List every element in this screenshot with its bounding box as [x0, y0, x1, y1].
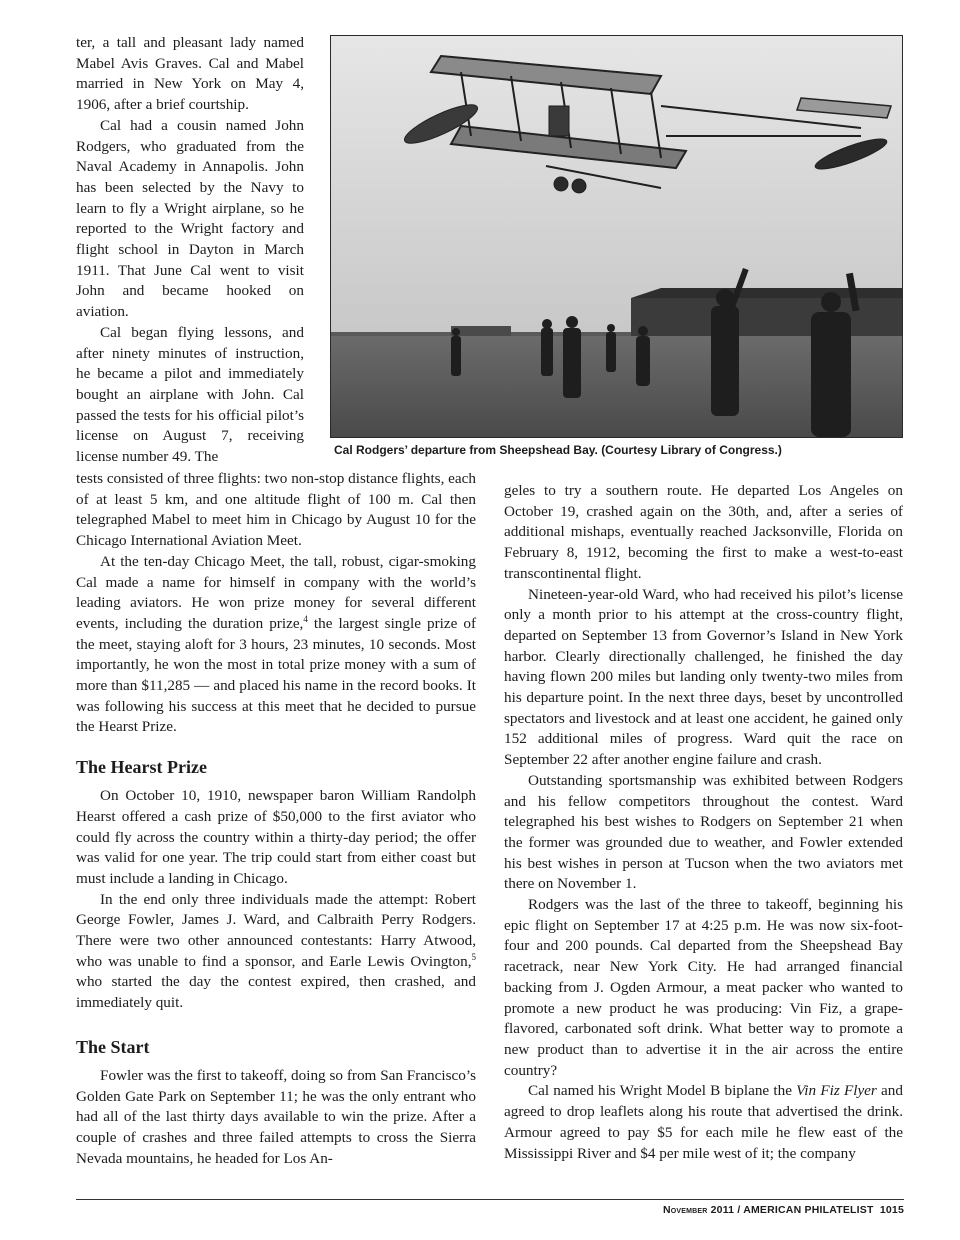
paragraph: Rodgers was the last of the three to takeoff, beginning his epic flight on September 17 at 4:25 p.m. He was now six-foot-four and 200 pounds. Cal departed from the Sheepshead Bay racetrack, near New York City. He had arranged financial backing from J. Ogden Armour, a meat packer who wanted to promote a new product he was producing: Vin Fiz, a grape-flavored, carbonated soft drink. What better way to promote a new product than to advertise it in the air across the entire country? — [504, 896, 903, 1079]
photo-figure — [330, 35, 903, 463]
paragraph: On October 10, 1910, newspaper baron William Randolph Hearst offered a cash prize of $50,000 to the first aviator who could fly across the country within a thirty-day period; the offer was valid for one year. The trip could start from either coast but must include a landing in Chicago. — [76, 787, 476, 887]
paragraph-text: the largest single prize of the meet, staying aloft for 3 hours, 23 minutes, 10 seconds. Most importantly, he won the most in total prize money with a sum of more than $11,285 — and placed his name in the record books. It was following his success at this meet that he decided to pursue the Hearst Prize. — [76, 614, 476, 736]
paragraph: Outstanding sportsmanship was exhibited between Rodgers and his fellow competitors throughout the contest. Ward telegraphed his best wishes to Rodgers on September 21 when the former was grounded due to weather, and Fowler extended his best wishes in person at Tucson when the two aviators met there on November 1. — [504, 771, 903, 893]
footnote-marker: 4 — [303, 613, 308, 624]
page-number: 1015 — [879, 1204, 904, 1216]
paragraph: Fowler was the first to takeoff, doing so from San Francisco’s Golden Gate Park on September 11; he was the only entrant who had all of the last thirty days available to win the prize. After a couple of crashes and three failed attempts to cross the Sierra Nevada mountains, he headed for Los An- — [76, 1066, 476, 1167]
paragraph: Cal had a cousin named John Rodgers, who graduated from the Naval Academy in Annapolis. John has been selected by the Navy to learn to fly a Wright airplane, so he reported to the Wright factory and flight school in Dayton in March 1911. That June Cal went to visit John and became hooked on aviation. — [76, 116, 304, 321]
paragraph: tests consisted of three flights: two non-stop distance flights, each of at least 5 km, and one altitude flight of 100 m. Cal then telegraphed Mabel to meet him in Chicago by August 10 for the Chicago International Aviation Meet. — [76, 470, 476, 550]
aircraft-name: Vin Fiz Flyer — [796, 1082, 877, 1100]
paragraph: Cal began flying lessons, and after ninety minutes of instruction, he became a pilot and immediately bought an airplane with John. Cal passed the tests for his official pilot’s license on August 7, receiving license number 49. The — [76, 323, 304, 466]
photo-caption: Cal Rodgers’ departure from Sheepshead Bay. (Courtesy Library of Congress.) — [334, 443, 782, 457]
paragraph-text: At the ten-day Chicago Meet, the tall, robust, cigar-smoking Cal made a name for himself in company with the world’s leading aviators. He won prize money for several different events, including the duration prize, — [76, 552, 476, 632]
paragraph — [76, 890, 476, 1014]
paragraph — [76, 552, 476, 738]
narrow-text-column — [76, 33, 304, 468]
paragraph-text: who started the day the contest expired, then crashed, and immediately quit. — [76, 973, 476, 1012]
right-text-column — [504, 481, 903, 1164]
left-text-column — [76, 469, 476, 1169]
paragraph — [504, 1081, 903, 1164]
paragraph: Nineteen-year-old Ward, who had received his pilot’s license only a month prior to his attempt at the cross-country flight, departed on September 13 from Governor’s Island in New York harbor. Clearly directionally challenged, he finished the day having flown 200 miles but landing only twenty-two miles from his departure point. In the next three days, beset by uncontrolled spectators and livestock and at least one accident, he gained only 152 additional miles of progress. Ward quit the race on September 22 after another engine failure and crash. — [504, 585, 903, 769]
paragraph-text: and agreed to drop leaflets along his route that advertised the drink. Armour agreed to pay $5 for each mile he flew east of the Mississippi River and $4 per mile west of it; the company — [504, 1082, 903, 1162]
publication-name: AMERICAN PHILATELIST — [743, 1204, 874, 1216]
footnote-marker: 5 — [471, 951, 476, 962]
page-footer — [663, 1204, 904, 1216]
paragraph-text: Cal named his Wright Model B biplane the — [528, 1082, 797, 1100]
footer-rule — [76, 1199, 904, 1200]
section-heading-hearst-prize: The Hearst Prize — [76, 757, 207, 778]
paragraph-text: In the end only three individuals made the attempt: Robert George Fowler, James J. Ward, and Calbraith Perry Rodgers. There were two other announced contestants: Harry Atwood, who was unable to find a sponsor, and Earle Lewis Ovington, — [76, 890, 476, 970]
section-heading-the-start: The Start — [76, 1036, 150, 1057]
issue-date: November 2011 — [662, 1204, 735, 1216]
paragraph: ter, a tall and pleasant lady named Mabel Avis Graves. Cal and Mabel married in New York on May 4, 1906, after a brief courtship. — [76, 34, 304, 114]
biplane-departure-photo — [330, 35, 903, 438]
paragraph: geles to try a southern route. He departed Los Angeles on October 19, crashed again on the 30th, and, after a series of additional mishaps, eventually reached Jacksonville, Florida on February 8, 1912, becoming the first to make a west-to-east transcontinental flight. — [504, 482, 903, 582]
footer-separator: / — [734, 1204, 744, 1216]
